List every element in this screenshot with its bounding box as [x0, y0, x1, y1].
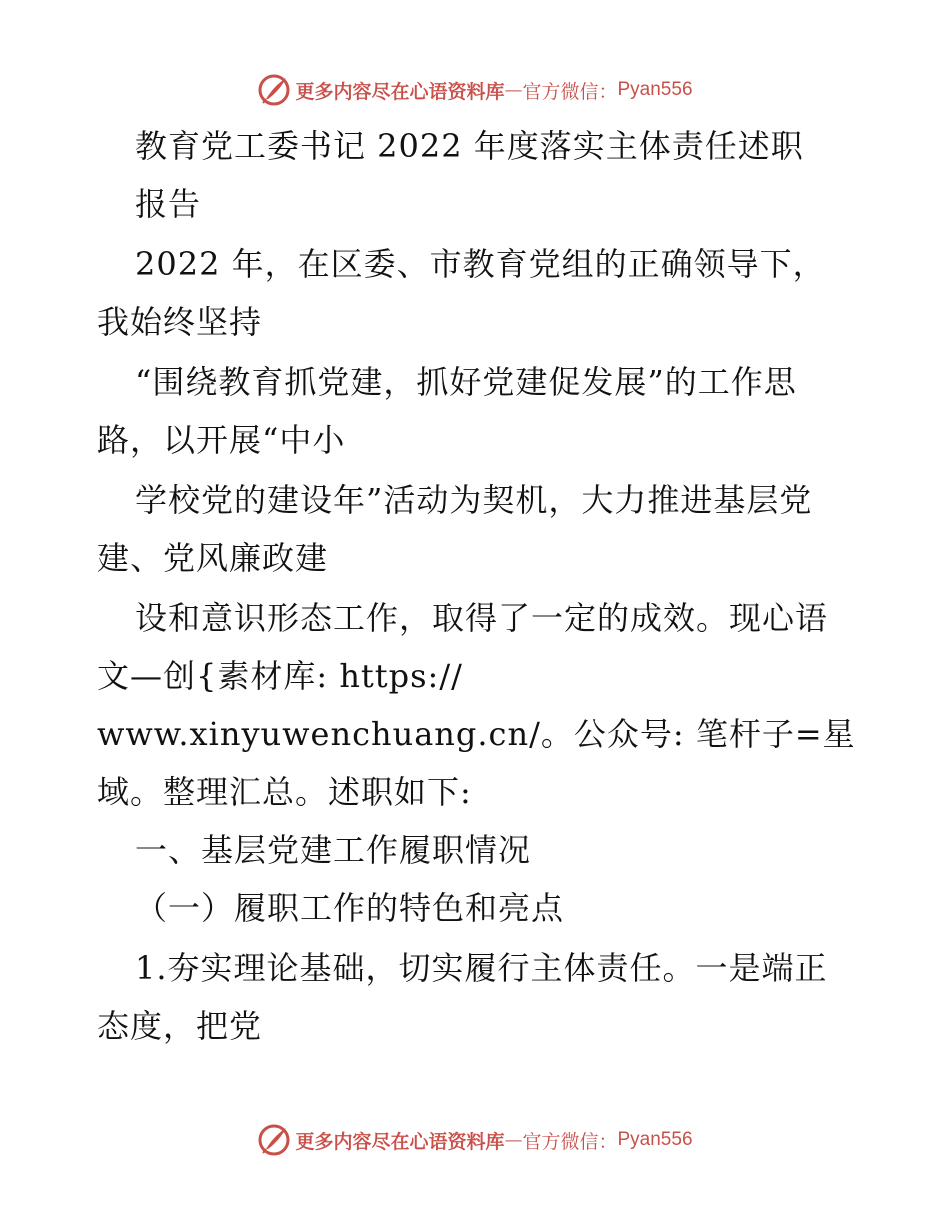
wechat-id: Pyan556 [617, 79, 693, 100]
document-title-line-1: 教育党工委书记 2022 年度落实主体责任述职 [135, 127, 804, 165]
banner-separator: — [504, 79, 523, 101]
paragraph-line: www.xinyuwenchuang.cn/。公众号: 笔杆子=星 [97, 715, 856, 753]
site-slogan: 更多内容尽在心语资料库 [295, 1130, 505, 1153]
feather-pen-logo-icon [257, 73, 291, 107]
paragraph-line: 建、党风廉政建 [97, 539, 329, 577]
paragraph-line: 我始终坚持 [97, 303, 263, 341]
footer-banner [0, 1120, 950, 1160]
header-banner [0, 70, 950, 110]
paragraph-line: 设和意识形态工作，取得了一定的成效。现心语 [135, 599, 829, 637]
wechat-label: 官方微信： [522, 80, 618, 103]
site-slogan: 更多内容尽在心语资料库 [295, 80, 505, 103]
paragraph-line: 域。整理汇总。述职如下: [97, 773, 472, 811]
document-title-line-2: 报告 [135, 185, 202, 223]
wechat-id: Pyan556 [617, 1129, 693, 1150]
paragraph-line: “围绕教育抓党建，抓好党建促发展”的工作思 [135, 363, 797, 401]
wechat-label: 官方微信： [522, 1130, 618, 1153]
paragraph-line: 文—创{素材库: https:// [97, 657, 463, 695]
banner-separator: — [504, 1129, 523, 1151]
paragraph-line: 路，以开展“中小 [97, 421, 346, 459]
feather-pen-logo-icon [257, 1123, 291, 1157]
paragraph-line: 2022 年，在区委、市教育党组的正确领导下， [135, 245, 826, 283]
paragraph-line: 1.夯实理论基础，切实履行主体责任。一是端正 [135, 949, 828, 987]
subsection-heading: （一）履职工作的特色和亮点 [135, 889, 565, 927]
paragraph-line: 学校党的建设年”活动为契机，大力推进基层党 [135, 481, 813, 519]
section-heading: 一、基层党建工作履职情况 [135, 831, 532, 869]
paragraph-line: 态度，把党 [97, 1007, 263, 1045]
